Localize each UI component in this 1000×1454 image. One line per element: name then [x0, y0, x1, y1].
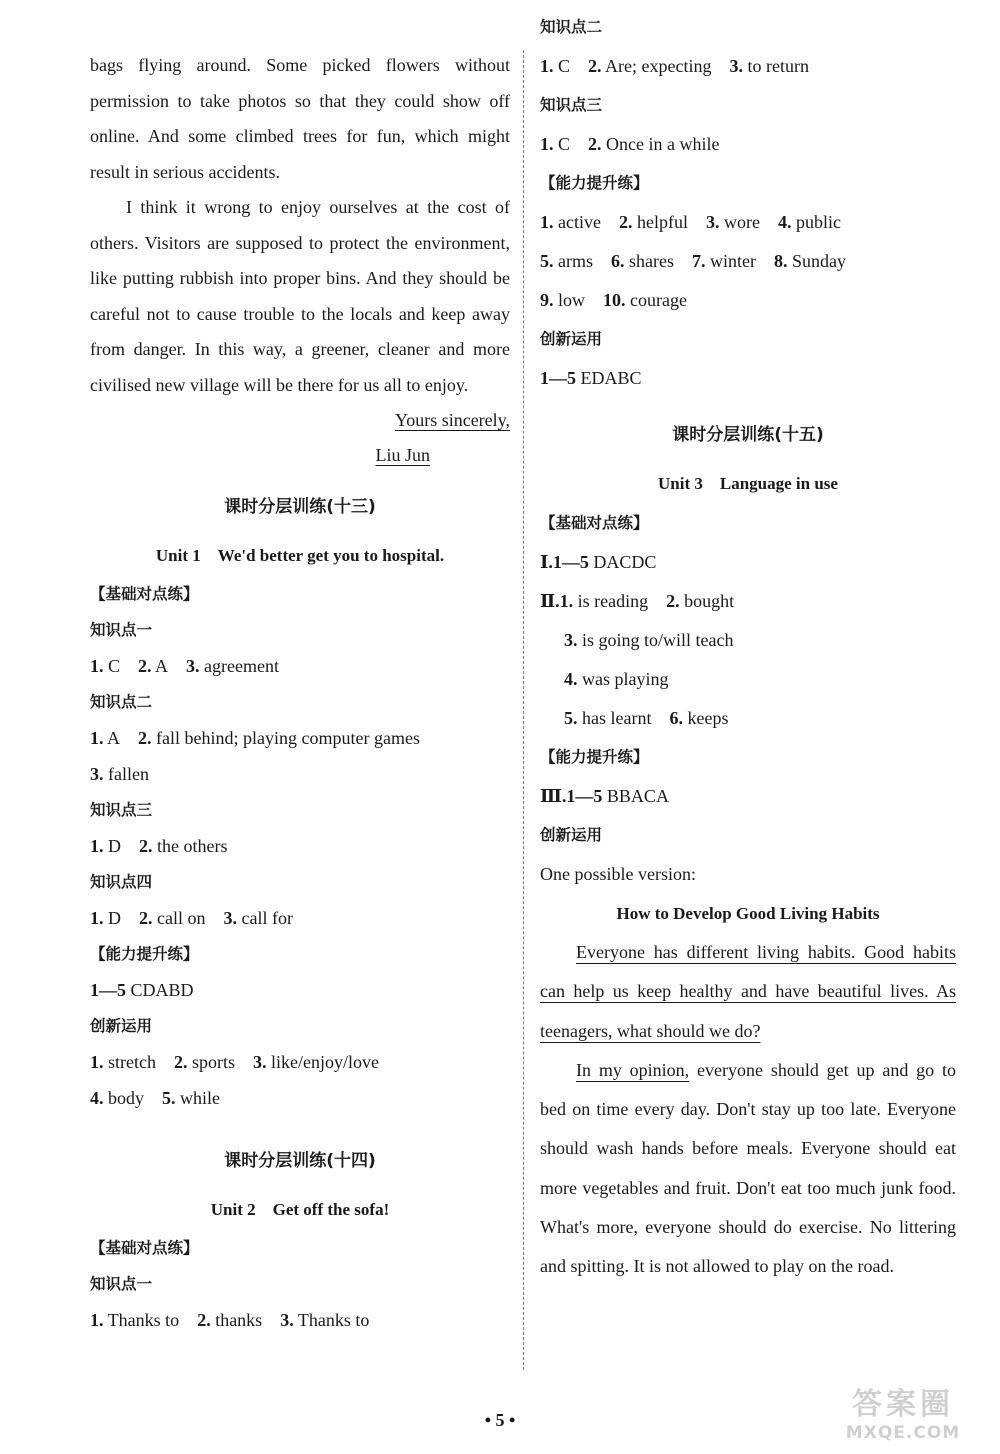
answer-text: call on [157, 908, 206, 928]
answer-number: 4. [564, 669, 578, 689]
watermark-bottom-text: MXQE.COM [845, 1423, 961, 1443]
lesson-13-kp1-heading: 知识点一 [90, 621, 153, 639]
answer-row [90, 900, 510, 936]
answer-number: 8. [773, 251, 788, 271]
answer-row [540, 281, 956, 320]
answer-number: 6. [611, 251, 625, 271]
left-column [90, 48, 510, 1338]
answer-number: 5. [162, 1088, 176, 1108]
answer-text: was playing [582, 669, 669, 689]
answer-text: sports [191, 1052, 235, 1072]
answer-number: 4. [777, 212, 792, 232]
answer-text: C [558, 56, 571, 76]
answer-text: D [108, 908, 121, 928]
answer-text: keeps [687, 708, 729, 728]
right-column [540, 2, 956, 1287]
version-label: One possible version: [540, 864, 696, 884]
answer-row [540, 582, 956, 621]
answer-row [540, 203, 956, 242]
lesson-13-advanced-heading: 【能力提升练】 [90, 945, 199, 963]
answer-text: the others [157, 836, 228, 856]
answer-number: 3. [253, 1052, 267, 1072]
answer-text: to return [747, 56, 809, 76]
answer-row [90, 1080, 510, 1116]
answer-text: agreement [204, 656, 279, 676]
essay-paragraph-2 [540, 1051, 956, 1287]
section-label: Ⅲ.1—5 [540, 786, 603, 806]
letter-signature [90, 438, 510, 473]
answer-text: wore [723, 212, 760, 232]
answer-number: 2. [618, 212, 633, 232]
answer-text: DACDC [593, 552, 657, 572]
lesson-13-title: 课时分层训练(十三) [224, 497, 376, 517]
answer-number: 5. [564, 708, 578, 728]
essay-paragraph-1: bags flying around. Some picked flowers without permission to take photos so that they could show off online. And some climbed trees for fun, which might result in serious accidents. [90, 55, 510, 182]
answer-number: 1. [90, 1310, 104, 1330]
section-2-answers [540, 582, 956, 738]
answer-number: 1. [559, 591, 574, 611]
answer-row [540, 699, 956, 738]
answer-text: C [108, 656, 121, 676]
lesson-15-unit: Unit 3 Language in use [658, 474, 838, 493]
answer-number: 2. [138, 656, 152, 676]
letter-closing [90, 403, 510, 438]
answer-text: call for [241, 908, 293, 928]
answer-text: has learnt [582, 708, 652, 728]
answer-number: 2. [588, 134, 602, 154]
lesson-14-basic-heading: 【基础对点练】 [90, 1239, 199, 1257]
answer-text: low [558, 290, 585, 310]
answer-text: Sunday [791, 251, 846, 271]
answer-text: BBACA [606, 786, 669, 806]
essay-paragraph-2: I think it wrong to enjoy ourselves at the cost of others. Visitors are supposed to protect the environment, like putting rubbish into proper bins. And they should be careful not to cause trouble to the locals and keep away from danger. In this way, a greener, cleaner and more civilised new village will be there for us all to enjoy. [90, 197, 510, 395]
essay-underlined-phrase: In my opinion, [576, 1059, 690, 1080]
lesson-15-title: 课时分层训练(十五) [672, 425, 824, 445]
answer-text: A [155, 656, 169, 676]
answer-row [540, 47, 956, 86]
kp3-heading: 知识点三 [540, 96, 603, 114]
answer-number: 7. [691, 251, 706, 271]
answer-row [90, 972, 510, 1008]
answer-number: 1. [540, 56, 554, 76]
answer-text: active [558, 212, 601, 232]
answer-number: 1. [90, 908, 104, 928]
watermark-top-text: 答案圈 [852, 1387, 954, 1422]
answer-row [540, 777, 956, 816]
answer-text: courage [630, 290, 687, 310]
answer-text: arms [558, 251, 593, 271]
answer-text: D [108, 836, 121, 856]
answer-number: 2. [588, 56, 602, 76]
answer-text: while [180, 1088, 220, 1108]
advanced-heading: 【能力提升练】 [540, 174, 649, 192]
answer-number: 3. [223, 908, 237, 928]
answer-number: 6. [669, 708, 683, 728]
answer-row [90, 648, 510, 684]
answer-row [90, 828, 510, 864]
answer-text: thanks [215, 1310, 263, 1330]
answer-text: Are; expecting [605, 56, 712, 76]
answer-text: body [108, 1088, 144, 1108]
answer-number: 3. [90, 764, 104, 784]
answer-text: is reading [577, 591, 649, 611]
answer-text: Once in a while [606, 134, 720, 154]
essay-paragraph-1-text: Everyone has different living habits. Good habits can help us keep healthy and have beautiful lives. As teenagers, what should we do? [540, 942, 956, 1041]
answer-number: 2. [139, 836, 153, 856]
essay-paragraph-2-text: everyone should get up and go to bed on time every day. Don't stay up too late. Everyone should wash hands before meals. Everyone should eat more vegetables and fruit. Don't eat too much junk food. What's more, everyone should do exercise. No littering and spitting. It is not allowed to play on the road. [540, 1059, 957, 1277]
answer-text: Thanks to [297, 1310, 370, 1330]
answer-number: 3. [705, 212, 720, 232]
answer-number: 1. [90, 836, 104, 856]
kp2-heading: 知识点二 [540, 18, 603, 36]
essay-paragraph-1 [540, 933, 956, 1051]
answer-row [540, 125, 956, 164]
section-label: Ⅰ.1—5 [540, 552, 589, 572]
closing-text: Yours sincerely, [395, 410, 510, 430]
answer-text: fall behind; playing computer games [156, 728, 420, 748]
answer-row [540, 660, 956, 699]
creative-heading: 创新运用 [540, 330, 603, 348]
answer-range: 1—5 [90, 980, 126, 1000]
answer-number: 5. [540, 251, 554, 271]
column-divider [523, 50, 524, 1370]
answer-number: 9. [540, 290, 554, 310]
answer-number: 4. [90, 1088, 104, 1108]
answer-range: 1—5 [540, 368, 576, 388]
watermark-logo [818, 1388, 988, 1450]
section-label: Ⅱ. [540, 591, 560, 611]
answer-number: 1. [540, 134, 554, 154]
lesson-14-kp1-heading: 知识点一 [90, 1275, 153, 1293]
lesson-13-kp4-heading: 知识点四 [90, 873, 153, 891]
answer-text: stretch [108, 1052, 156, 1072]
answer-number: 1. [90, 656, 104, 676]
answer-number: 3. [564, 630, 578, 650]
answer-text: is going to/will teach [582, 630, 734, 650]
lesson-15-creative-heading: 创新运用 [540, 826, 603, 844]
answer-number: 3. [729, 56, 743, 76]
answer-text: EDABC [580, 368, 642, 388]
answer-text: bought [684, 591, 735, 611]
answer-text: helpful [636, 212, 688, 232]
essay-title: How to Develop Good Living Habits [616, 904, 880, 923]
answer-row [90, 756, 510, 792]
page-number: • 5 • [484, 1410, 516, 1430]
answer-number: 1. [90, 728, 104, 748]
lesson-15-advanced-heading: 【能力提升练】 [540, 748, 649, 766]
answer-text: winter [709, 251, 756, 271]
answer-text: public [795, 212, 841, 232]
answer-text: shares [629, 251, 674, 271]
answer-text: Thanks to [107, 1310, 180, 1330]
answer-number: 3. [186, 656, 200, 676]
answer-text: A [107, 728, 121, 748]
answer-number: 2. [139, 908, 153, 928]
answer-number: 2. [138, 728, 152, 748]
answer-text: like/enjoy/love [271, 1052, 379, 1072]
answer-row [540, 621, 956, 660]
answer-row [90, 1302, 510, 1338]
lesson-15-basic-heading: 【基础对点练】 [540, 514, 649, 532]
lesson-13-basic-heading: 【基础对点练】 [90, 585, 199, 603]
answer-text: fallen [108, 764, 149, 784]
answer-row [90, 1044, 510, 1080]
answer-number: 10. [603, 290, 626, 310]
lesson-13-creative-heading: 创新运用 [90, 1017, 153, 1035]
lesson-13-kp3-heading: 知识点三 [90, 801, 153, 819]
answer-text: C [558, 134, 571, 154]
lesson-14-title: 课时分层训练(十四) [224, 1151, 376, 1171]
answer-row [540, 242, 956, 281]
answer-number: 2. [666, 591, 680, 611]
answer-text: CDABD [130, 980, 194, 1000]
lesson-13-unit: Unit 1 We'd better get you to hospital. [155, 546, 445, 565]
lesson-13-kp2-heading: 知识点二 [90, 693, 153, 711]
answer-number: 2. [173, 1052, 188, 1072]
answer-row [540, 359, 956, 398]
answer-row [540, 543, 956, 582]
lesson-14-unit: Unit 2 Get off the sofa! [210, 1200, 390, 1219]
signature-text: Liu Jun [375, 445, 430, 465]
answer-number: 2. [197, 1310, 211, 1330]
answer-number: 1. [540, 212, 554, 232]
answer-number: 3. [280, 1310, 294, 1330]
answer-row [90, 720, 510, 756]
answer-number: 1. [90, 1052, 104, 1072]
